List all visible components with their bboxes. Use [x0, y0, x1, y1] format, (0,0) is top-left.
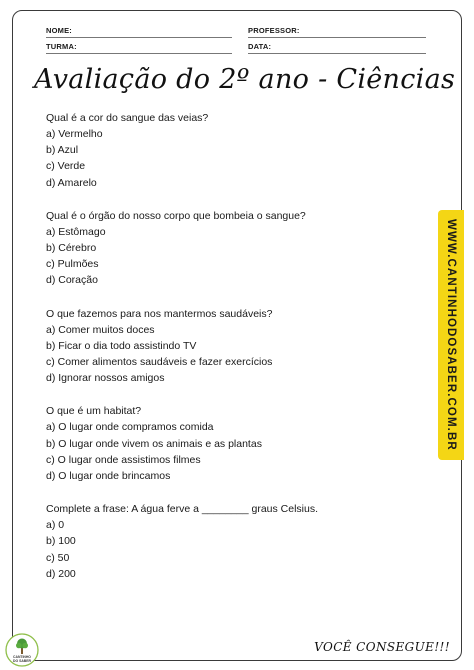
- logo-line-1: CANTINHO: [13, 655, 31, 659]
- option-a: a) Comer muitos doces: [46, 323, 155, 336]
- option-d: d) Ignorar nossos amigos: [46, 372, 165, 385]
- option-b: b) Ficar o dia todo assistindo TV: [46, 339, 197, 352]
- question-1: [46, 110, 416, 191]
- question-text: O que é um habitat?: [46, 405, 142, 418]
- turma-label: TURMA:: [46, 42, 77, 51]
- option-c: c) O lugar onde assistimos filmes: [46, 453, 201, 466]
- data-line: [248, 53, 426, 54]
- option-a: a) O lugar onde compramos comida: [46, 421, 214, 434]
- option-d: d) Coração: [46, 274, 98, 287]
- question-text: Qual é a cor do sangue das veias?: [46, 112, 209, 124]
- question-5: [46, 501, 416, 582]
- nome-field[interactable]: [46, 26, 232, 35]
- option-c: c) Verde: [46, 160, 86, 173]
- website-banner-text: WWW.CANTINHODOSABER.COM.BR: [445, 219, 457, 451]
- data-field[interactable]: [248, 42, 426, 51]
- option-c: c) Comer alimentos saudáveis e fazer exercícios: [46, 356, 273, 369]
- question-text: Complete a frase: A água ferve a ________ graus Celsius.: [46, 503, 319, 516]
- professor-label: PROFESSOR:: [248, 26, 300, 35]
- option-d: d) Amarelo: [46, 176, 97, 189]
- question-list: [46, 110, 416, 599]
- professor-line: [248, 37, 426, 38]
- question-4: [46, 403, 416, 484]
- option-a: a) Vermelho: [46, 128, 103, 140]
- data-label: DATA:: [248, 42, 272, 51]
- option-d: d) O lugar onde brincamos: [46, 470, 171, 483]
- question-text: O que fazemos para nos mantermos saudáveis?: [46, 307, 273, 320]
- option-b: b) 100: [46, 535, 76, 548]
- turma-line: [46, 53, 232, 54]
- cantinho-logo: [5, 633, 39, 667]
- option-c: c) 50: [46, 551, 70, 564]
- question-2: [46, 208, 416, 289]
- option-b: b) Azul: [46, 144, 79, 157]
- option-d: d) 200: [46, 567, 76, 580]
- option-c: c) Pulmões: [46, 258, 99, 271]
- question-3: [46, 306, 416, 387]
- logo-line-2: DO SABER: [13, 659, 31, 663]
- nome-line: [46, 37, 232, 38]
- turma-field[interactable]: [46, 42, 232, 51]
- website-banner: [438, 210, 464, 460]
- option-b: b) O lugar onde vivem os animais e as plantas: [46, 437, 262, 450]
- option-a: a) Estômago: [46, 225, 106, 238]
- option-a: a) 0: [46, 519, 65, 532]
- page-title: Avaliação do 2º ano - Ciências: [34, 64, 456, 95]
- question-text: Qual é o órgão do nosso corpo que bombeia o sangue?: [46, 209, 306, 222]
- nome-label: NOME:: [46, 26, 72, 35]
- option-b: b) Cérebro: [46, 242, 97, 255]
- footer-message: VOCÊ CONSEGUE!!!: [314, 640, 450, 654]
- professor-field[interactable]: [248, 26, 426, 35]
